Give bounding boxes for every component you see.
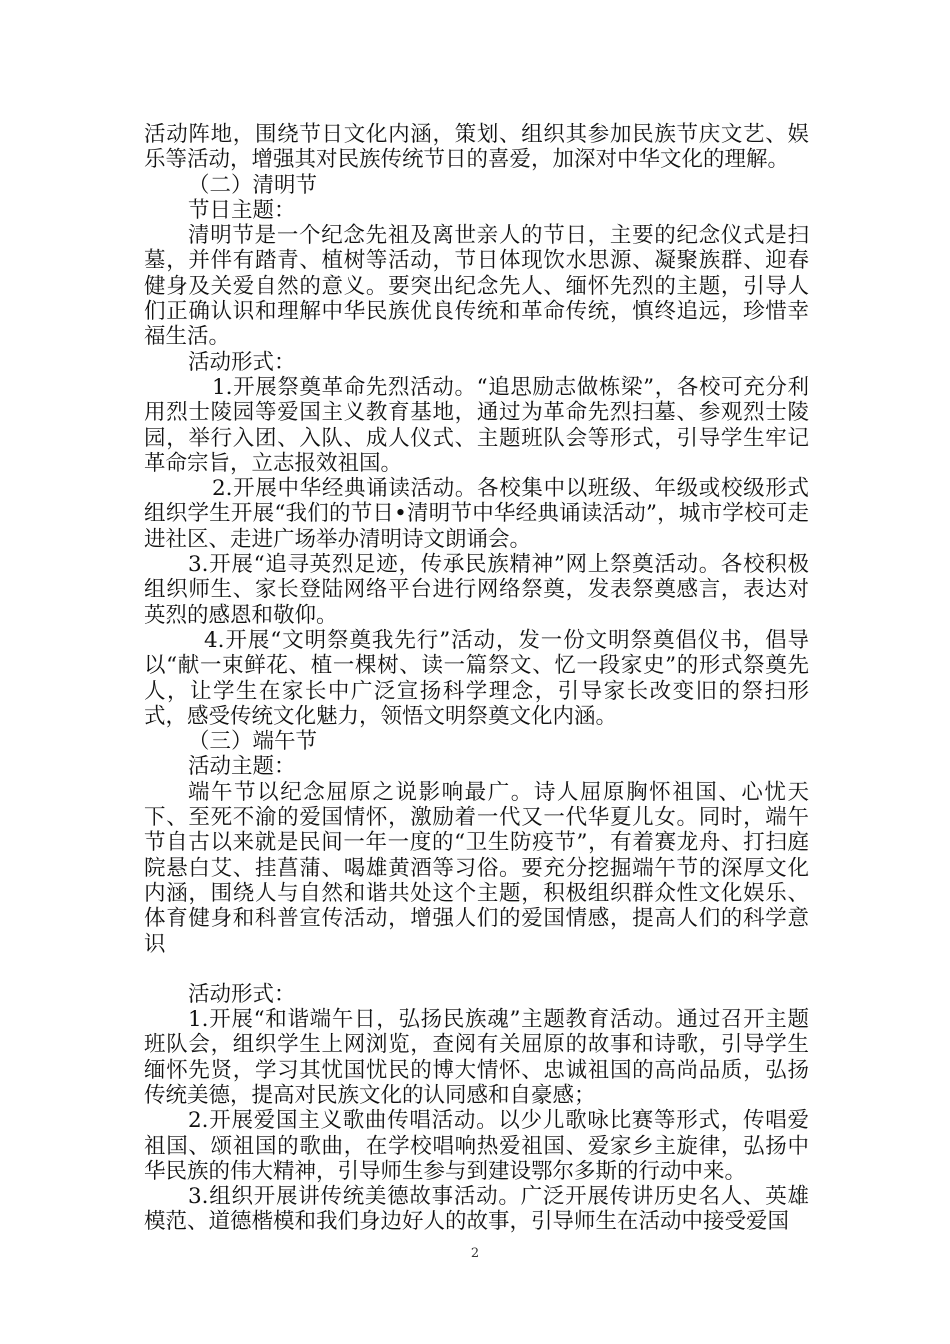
list-item-qingming-2: 2.开展中华经典诵读活动。各校集中以班级、年级或校级形式组织学生开展“我们的节日•清明节中华经典诵读活动”，城市学校可走进社区、走进广场举办清明诗文朗诵会。 — [144, 476, 809, 552]
page-number: 2 — [470, 1246, 480, 1261]
section-heading-duanwu: （三）端午节 — [188, 729, 318, 755]
list-item-duanwu-2: 2.开展爱国主义歌曲传唱活动。以少儿歌咏比赛等形式，传唱爱祖国、颂祖国的歌曲，在学校唱响热爱祖国、爱家乡主旋律，弘扬中华民族的伟大精神，引导师生参与到建设鄂尔多斯的行动中来。 — [144, 1108, 809, 1184]
subheading-activity-theme: 活动主题： — [188, 754, 296, 780]
subheading-festival-theme: 节日主题： — [188, 197, 296, 223]
subheading-activity-form-duanwu: 活动形式： — [188, 981, 296, 1007]
blank-line — [144, 957, 809, 982]
list-item-duanwu-1: 1.开展“和谐端午日，弘扬民族魂”主题教育活动。通过召开主题班队会，组织学生上网浏览，查阅有关屈原的故事和诗歌，引导学生缅怀先贤，学习其忧国忧民的博大情怀、忠诚祖国的高尚品质，弘扬传统美德，提高对民族文化的认同感和自豪感； — [144, 1007, 809, 1108]
paragraph-qingming-theme: 清明节是一个纪念先祖及离世亲人的节日，主要的纪念仪式是扫墓，并伴有踏青、植树等活动，节日体现饮水思源、凝聚族群、迎春健身及关爱自然的意义。要突出纪念先人、缅怀先烈的主题，引导人们正确认识和理解中华民族优良传统和革命传统，慎终追远，珍惜幸福生活。 — [144, 223, 809, 350]
document-body — [144, 122, 809, 1235]
list-item-duanwu-3: 3.组织开展讲传统美德故事活动。广泛开展传讲历史名人、英雄模范、道德楷模和我们身边好人的故事，引导师生在活动中接受爱国 — [144, 1184, 809, 1235]
paragraph-continuation: 活动阵地，围绕节日文化内涵，策划、组织其参加民族节庆文艺、娱乐等活动，增强其对民族传统节日的喜爱，加深对中华文化的理解。 — [144, 122, 809, 173]
list-item-qingming-1: 1.开展祭奠革命先烈活动。“追思励志做栋梁”，各校可充分利用烈士陵园等爱国主义教育基地，通过为革命先烈扫墓、参观烈士陵园，举行入团、入队、成人仪式、主题班队会等形式，引导学生牢记革命宗旨，立志报效祖国。 — [144, 374, 809, 476]
list-item-qingming-3: 3.开展“追寻英烈足迹，传承民族精神”网上祭奠活动。各校积极组织师生、家长登陆网络平台进行网络祭奠，发表祭奠感言，表达对英烈的感恩和敬仰。 — [144, 552, 809, 628]
section-heading-qingming: （二）清明节 — [188, 172, 318, 198]
subheading-activity-form: 活动形式： — [188, 349, 296, 375]
list-item-qingming-4: 4.开展“文明祭奠我先行”活动，发一份文明祭奠倡仪书，倡导以“献一束鲜花、植一棵树、读一篇祭文、忆一段家史”的形式祭奠先人，让学生在家长中广泛宣扬科学理念，引导家长改变旧的祭扫形式，感受传统文化魅力，领悟文明祭奠文化内涵。 — [144, 627, 809, 729]
paragraph-duanwu-theme: 端午节以纪念屈原之说影响最广。诗人屈原胸怀祖国、心忧天下、至死不渝的爱国情怀，激励着一代又一代华夏儿女。同时，端午节自古以来就是民间一年一度的“卫生防疫节”，有着赛龙舟、打扫庭院悬白艾、挂菖蒲、喝雄黄酒等习俗。要充分挖掘端午节的深厚文化内涵，围绕人与自然和谐共处这个主题，积极组织群众性文化娱乐、体育健身和科普宣传活动，增强人们的爱国情感，提高人们的科学意识 — [144, 779, 809, 957]
